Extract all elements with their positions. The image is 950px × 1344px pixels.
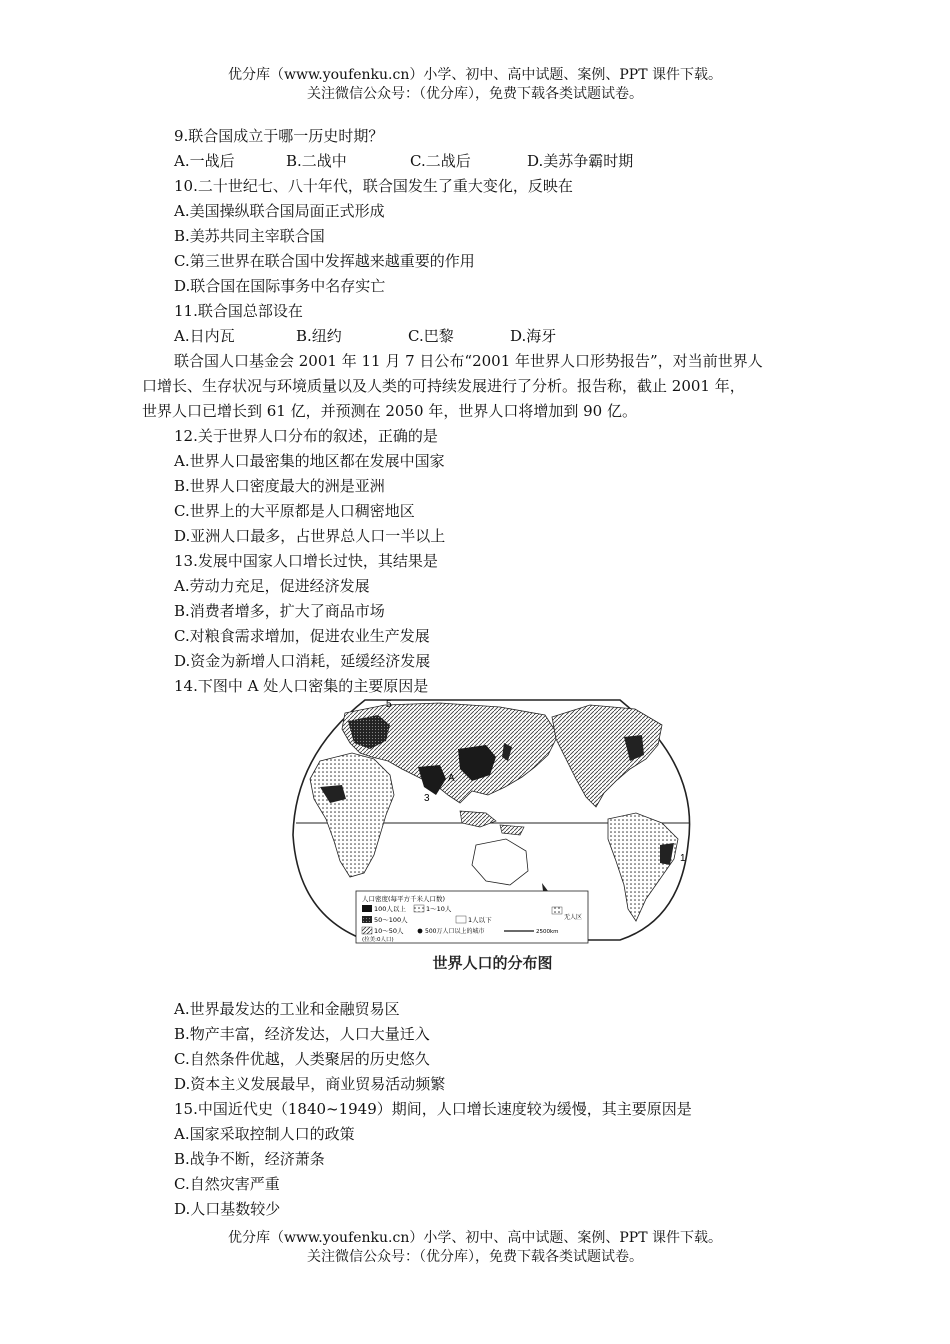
q13-option-c: C.对粮食需求增加，促进农业生产发展 xyxy=(174,627,430,645)
q14-option-d: D.资本主义发展最早，商业贸易活动频繁 xyxy=(174,1075,446,1093)
q13-option-d: D.资金为新增人口消耗，延缓经济发展 xyxy=(174,652,431,670)
q9-options xyxy=(174,150,633,172)
passage-line-2: 口增长、生存状况与环境质量以及人类的可持续发展进行了分析。报告称，截止 2001 年， xyxy=(142,377,745,395)
legend-swatch-100 xyxy=(362,905,372,912)
legend-swatch-50 xyxy=(362,916,372,923)
header-line-1: 优分库（www.youfenku.cn）小学、初中、高中试题、案例、PPT 课件下载。 xyxy=(227,67,722,83)
legend-swatch-lt1 xyxy=(456,916,466,923)
legend-swatch-wasteland xyxy=(552,907,562,914)
q13-stem: 13.发展中国家人口增长过快，其结果是 xyxy=(174,552,438,570)
q10-option-a: A.美国操纵联合国局面正式形成 xyxy=(174,202,385,220)
q9-option-b: B.二战中 xyxy=(286,152,347,170)
legend-city-symbol xyxy=(418,929,423,934)
page-footer xyxy=(0,1229,950,1267)
legend-lt1: 1人以下 xyxy=(468,916,492,924)
footer-line-1: 优分库（www.youfenku.cn）小学、初中、高中试题、案例、PPT 课件下载。 xyxy=(227,1230,722,1246)
q11-option-c: C.巴黎 xyxy=(408,327,454,345)
legend-1: 1～10人 xyxy=(426,905,452,913)
q9-option-c: C.二战后 xyxy=(410,152,471,170)
q12-option-a: A.世界人口最密集的地区都在发展中国家 xyxy=(174,452,445,470)
q9-stem: 9.联合国成立于哪一历史时期？ xyxy=(174,127,384,145)
q14-option-b: B.物产丰富，经济发达，人口大量迁入 xyxy=(174,1025,430,1043)
q14-stem: 14.下图中 A 处人口密集的主要原因是 xyxy=(174,677,429,695)
legend-swatch-10 xyxy=(362,927,372,934)
q10-option-d: D.联合国在国际事务中名存实亡 xyxy=(174,277,386,295)
q15-option-c: C.自然灾害严重 xyxy=(174,1175,280,1193)
q11-options xyxy=(174,325,556,347)
footer-line-2: 关注微信公众号：（优分库），免费下载各类试题试卷。 xyxy=(307,1249,643,1265)
map-marker-3: 3 xyxy=(424,793,430,804)
header-line-2: 关注微信公众号：（优分库），免费下载各类试题试卷。 xyxy=(307,86,643,102)
legend-wasteland: 无人区 xyxy=(564,914,583,921)
q15-stem: 15.中国近代史（1840~1949）期间，人口增长速度较为缓慢，其主要原因是 xyxy=(174,1100,692,1118)
legend-title: 人口密度(每平方千米人口数) xyxy=(362,895,446,903)
map-marker-a: A xyxy=(448,773,455,784)
world-population-map xyxy=(290,695,695,980)
q10-stem: 10.二十世纪七、八十年代，联合国发生了重大变化，反映在 xyxy=(174,177,573,195)
q9-option-d: D.美苏争霸时期 xyxy=(527,152,634,170)
q12-stem: 12.关于世界人口分布的叙述，正确的是 xyxy=(174,427,438,445)
legend-swatch-1 xyxy=(414,905,424,912)
q13-option-b: B.消费者增多，扩大了商品市场 xyxy=(174,602,385,620)
page-header xyxy=(0,66,950,104)
legend-scale: 2500km xyxy=(536,929,559,935)
map-legend xyxy=(356,891,588,943)
q13-option-a: A.劳动力充足，促进经济发展 xyxy=(174,577,370,595)
q11-option-b: B.纽约 xyxy=(296,327,342,345)
passage-line-3: 世界人口已增长到 61 亿，并预测在 2050 年，世界人口将增加到 90 亿。 xyxy=(142,402,637,420)
q14-option-c: C.自然条件优越，人类聚居的历史悠久 xyxy=(174,1050,430,1068)
passage-line-1: 联合国人口基金会 2001 年 11 月 7 日公布“2001 年世界人口形势报告”，对当前世界人 xyxy=(174,352,763,370)
q10-option-c: C.第三世界在联合国中发挥越来越重要的作用 xyxy=(174,252,475,270)
q15-option-b: B.战争不断，经济萧条 xyxy=(174,1150,325,1168)
map-marker-5: 5 xyxy=(386,699,392,710)
map-marker-1: 1 xyxy=(680,853,686,864)
map-caption: 世界人口的分布图 xyxy=(432,954,553,972)
q15-option-a: A.国家采取控制人口的政策 xyxy=(174,1125,355,1143)
q15-option-d: D.人口基数较少 xyxy=(174,1200,281,1218)
q11-option-d: D.海牙 xyxy=(510,327,557,345)
legend-100: 100人以上 xyxy=(374,905,406,913)
q14-option-a: A.世界最发达的工业和金融贸易区 xyxy=(174,1000,400,1018)
q12-option-b: B.世界人口密度最大的洲是亚洲 xyxy=(174,477,385,495)
q12-option-d: D.亚洲人口最多，占世界总人口一半以上 xyxy=(174,527,446,545)
legend-10: 10～50人 xyxy=(374,927,404,935)
legend-50: 50～100人 xyxy=(374,916,408,924)
q10-option-b: B.美苏共同主宰联合国 xyxy=(174,227,325,245)
q9-option-a: A.一战后 xyxy=(174,152,235,170)
legend-city-sub: (拉美:0人口) xyxy=(362,937,394,943)
q12-option-c: C.世界上的大平原都是人口稠密地区 xyxy=(174,502,415,520)
legend-city: 500万人口以上的城市 xyxy=(425,928,485,935)
q11-stem: 11.联合国总部设在 xyxy=(174,302,303,320)
q11-option-a: A.日内瓦 xyxy=(174,327,235,345)
